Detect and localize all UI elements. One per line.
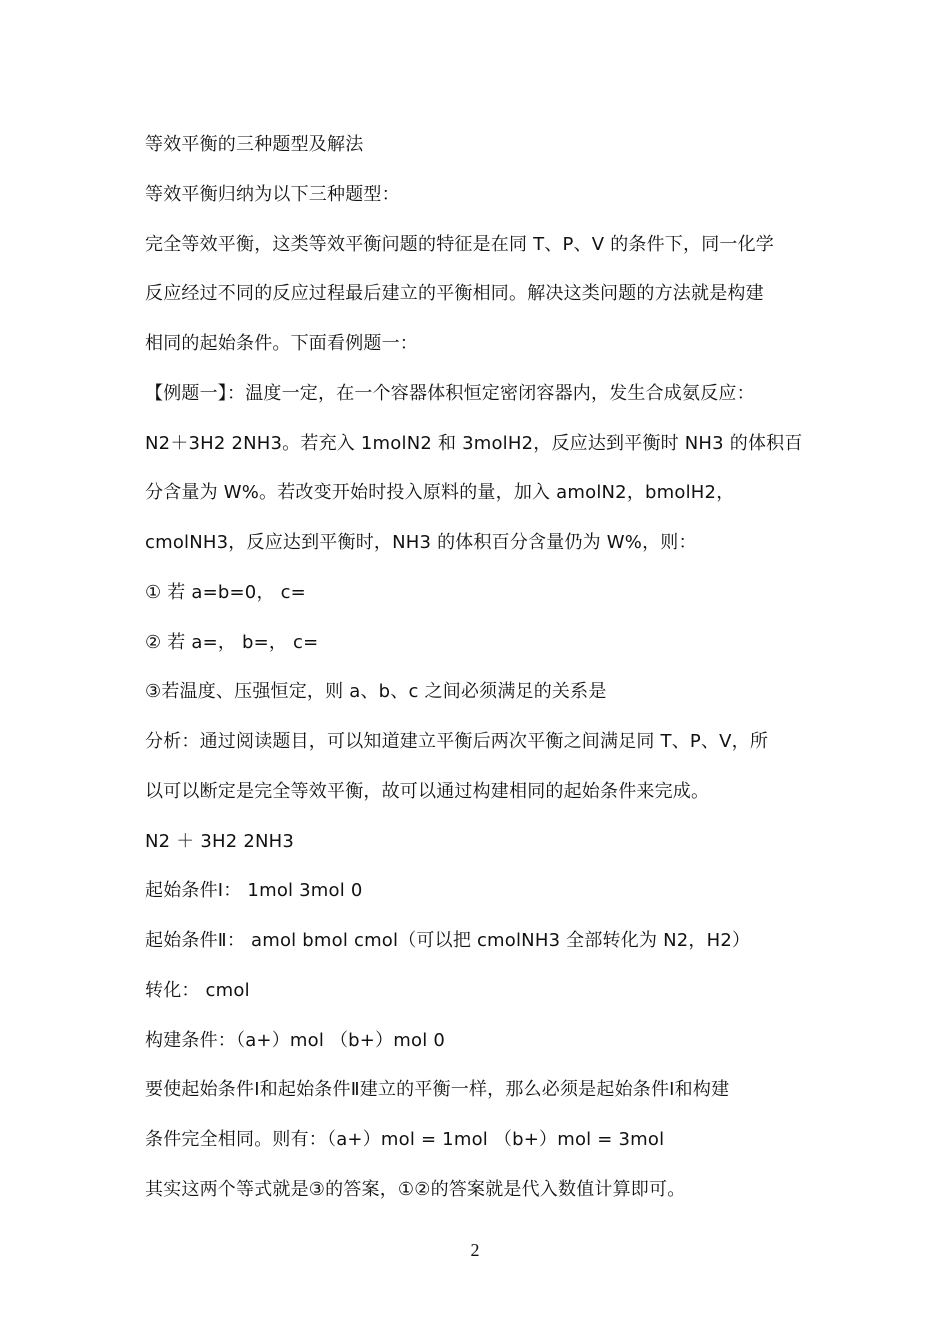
conclusion-line: 其实这两个等式就是③的答案，①②的答案就是代入数值计算即可。 (145, 1178, 686, 1200)
example-heading-line: 【例题一】：温度一定，在一个容器体积恒定密闭容器内，发生合成氨反应： (145, 382, 755, 404)
question-item-3: ③若温度、压强恒定，则 a、b、c 之间必须满足的关系是 (145, 681, 607, 703)
text-line: 相同的起始条件。下面看例题一： (145, 333, 418, 354)
text-line: 分含量为 W%。若改变开始时投入原料的量，加入 amolN2，bmolH2， (145, 482, 735, 504)
analysis-line: 分析：通过阅读题目，可以知道建立平衡后两次平衡之间满足同 T、P、V，所 (145, 731, 769, 752)
title-line: 等效平衡的三种题型及解法 (145, 134, 364, 155)
document-body (145, 120, 805, 1215)
condition-line-1: 起始条件Ⅰ： 1mol 3mol 0 (145, 880, 363, 902)
text-line: 等效平衡归纳为以下三种题型： (145, 183, 400, 205)
question-item-2: ② 若 a=， b=， c= (145, 631, 319, 653)
equation-line: N2 ＋ 3H2 2NH3 (145, 830, 295, 852)
question-item-1: ① 若 a=b=0， c= (145, 581, 306, 603)
constructed-condition-line: 构建条件：（a+）mol （b+）mol 0 (145, 1029, 446, 1051)
text-line: 反应经过不同的反应过程最后建立的平衡相同。解决这类问题的方法就是构建 (145, 283, 764, 305)
text-line: cmolNH3，反应达到平衡时，NH3 的体积百分含量仍为 W%，则： (145, 532, 697, 553)
text-line: 以可以断定是完全等效平衡，故可以通过构建相同的起始条件来完成。 (145, 780, 710, 802)
text-line: 要使起始条件Ⅰ和起始条件Ⅱ建立的平衡一样，那么必须是起始条件Ⅰ和构建 (145, 1079, 730, 1101)
text-line: 完全等效平衡，这类等效平衡问题的特征是在同 T、P、V 的条件下，同一化学 (145, 233, 775, 255)
text-line: 条件完全相同。则有：（a+）mol = 1mol （b+）mol = 3mol (145, 1129, 665, 1150)
page-number: 2 (470, 1240, 480, 1260)
text-line: N2＋3H2 2NH3。若充入 1molN2 和 3molH2，反应达到平衡时 NH3 的体积百 (145, 432, 803, 454)
condition-line-2: 起始条件Ⅱ： amol bmol cmol（可以把 cmolNH3 全部转化为 N2，H2） (145, 930, 751, 951)
conversion-line: 转化： cmol (145, 979, 250, 1001)
